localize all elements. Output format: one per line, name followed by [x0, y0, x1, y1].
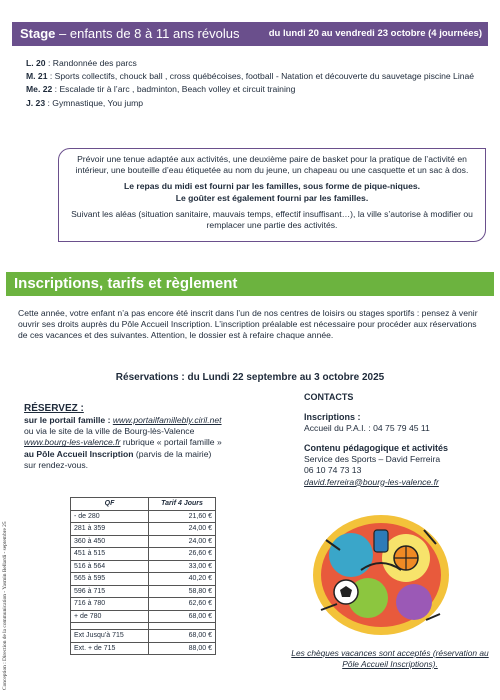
- side-credit: Conception : Direction de la communication - Yasmin Bellardi - septembre 25: [2, 521, 8, 690]
- contacts-block: CONTACTS Inscriptions : Accueil du P.A.I. : 04 75 79 45 11 Contenu pédagogique et activités Service des Sports – David Ferreira 06 10 74 73 13 david.ferreira@bourg-les-valence.fr: [304, 392, 494, 488]
- table-row: 281 à 359 24,00 €: [71, 523, 216, 536]
- notice-equipment: Prévoir une tenue adaptée aux activités, une deuxième paire de basket pour la pratique de l’activité en intérieur, une bouteille d’eau étiquetée au nom du jeune, un chapeau ou une casquette et un sac à dos.: [75, 154, 469, 176]
- table-row: 451 à 515 26,60 €: [71, 548, 216, 561]
- intro-paragraph: Cette année, votre enfant n’a pas encore été inscrit dans l’un de nos centres de loisirs ou stages sportifs : pensez à venir ouvrir ses droits auprès du Pôle Accueil Inscription. L’inscription préalable est nécessaire pour procéder aux réservations de ces vacances et des suivantes. Attention, le dossier est à refaire chaque année.: [18, 308, 478, 341]
- reserve-heading: RÉSERVEZ :: [24, 403, 84, 414]
- table-row: 516 à 564 33,00 €: [71, 560, 216, 573]
- table-row: 565 à 595 40,20 €: [71, 573, 216, 586]
- stage-dates: du lundi 20 au vendredi 23 octobre (4 journées): [268, 27, 482, 39]
- notice-box: [58, 148, 486, 242]
- stage-title: Stage – enfants de 8 à 11 ans révolus: [20, 25, 240, 41]
- table-row-ext: Ext Jusqu’à 715 68,00 €: [71, 630, 216, 643]
- contact-email-link[interactable]: david.ferreira@bourg-les-valence.fr: [304, 476, 439, 487]
- schedule-item: M. 21 : Sports collectifs, chouck ball , cross québécoises, football - Natation et découverte du sauvetage piscine Linaé: [26, 71, 475, 82]
- sports-doodle-illustration: [306, 510, 456, 640]
- notice-meals: Le repas du midi est fourni par les familles, sous forme de pique-niques. Le goûter est également fourni par les familles.: [123, 181, 421, 203]
- table-header-row: QF Tarif 4 Jours: [71, 498, 216, 511]
- price-table: [70, 497, 216, 655]
- city-site-link[interactable]: www.bourg-les-valence.fr: [24, 437, 121, 448]
- table-row-ext: Ext. + de 715 88,00 €: [71, 642, 216, 655]
- schedule-list: [26, 58, 476, 111]
- table-row: 360 à 450 24,00 €: [71, 535, 216, 548]
- reserve-block: RÉSERVEZ : sur le portail famille : www.portailfamillebly.ciril.net ou via le site de la ville de Bourg-lès-Valence www.bourg-les-valence.fr rubrique « portail famille » au Pôle Accueil Inscription (parvis de la mairie) sur rendez-vous.: [24, 402, 264, 471]
- schedule-item: J. 23 : Gymnastique, You jump: [26, 97, 144, 108]
- table-gap: [71, 623, 216, 630]
- notice-conditions: Suivant les aléas (situation sanitaire, mauvais temps, effectif insuffisant…), la ville s’autorise à modifier ou remplacer une partie des activités.: [71, 208, 473, 230]
- schedule-item: L. 20 : Randonnée des parcs: [26, 58, 137, 68]
- contacts-heading: CONTACTS: [304, 392, 354, 402]
- contact-phone: Accueil du P.A.I. : 04 75 79 45 11: [304, 423, 430, 434]
- section-title: Inscriptions, tarifs et règlement: [6, 272, 494, 296]
- table-row: + de 780 68,00 €: [71, 610, 216, 623]
- portal-link[interactable]: www.portailfamillebly.ciril.net: [112, 415, 222, 425]
- schedule-item: Me. 22 : Escalade tir à l’arc , badminton, Beach volley et circuit training: [26, 84, 296, 95]
- reservation-dates: Réservations : du Lundi 22 septembre au 3 octobre 2025: [115, 372, 385, 383]
- table-row: - de 280 21,60 €: [71, 510, 216, 523]
- table-row: 596 à 715 58,80 €: [71, 585, 216, 598]
- stage-header-bar: [12, 22, 488, 46]
- cheques-note: Les chèques vacances sont acceptés (réservation au Pôle Accueil Inscriptions).: [291, 648, 489, 669]
- table-row: 716 à 780 62,60 €: [71, 598, 216, 611]
